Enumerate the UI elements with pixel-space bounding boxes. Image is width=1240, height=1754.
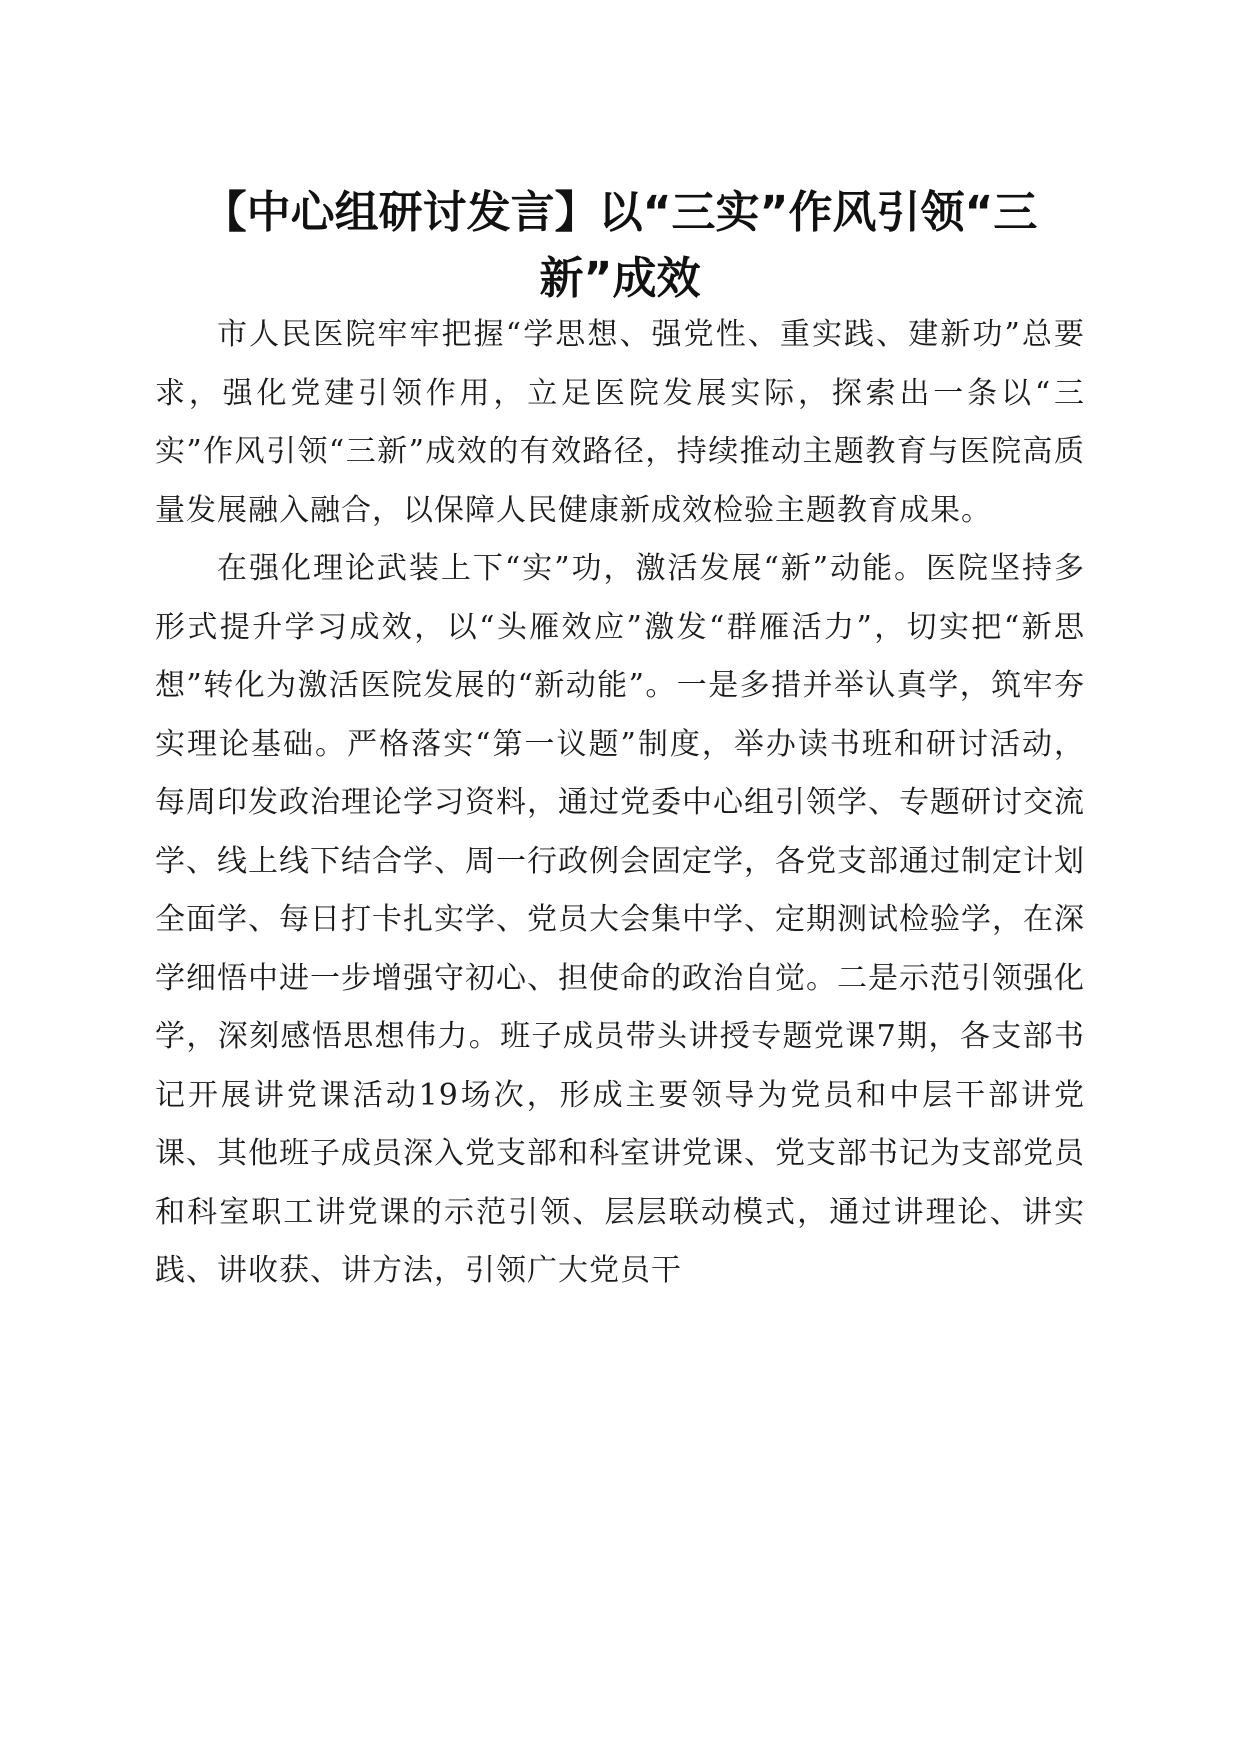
document-body xyxy=(155,306,1085,1301)
paragraph-theory: 在强化理论武装上下“实”功，激活发展“新”动能。医院坚持多形式提升学习成效，以“头雁效应”激发“群雁活力”，切实把“新思想”转化为激活医院发展的“新动能”。一是多措并举认真学，筑牢夯实理论基础。严格落实“第一议题”制度，举办读书班和研讨活动，每周印发政治理论学习资料，通过党委中心组引领学、专题研讨交流学、线上线下结合学、周一行政例会固定学，各党支部通过制定计划全面学、每日打卡扎实学、党员大会集中学、定期测试检验学，在深学细悟中进一步增强守初心、担使命的政治自觉。二是示范引领强化学，深刻感悟思想伟力。班子成员带头讲授专题党课7期，各支部书记开展讲党课活动19场次，形成主要领导为党员和中层干部讲党课、其他班子成员深入党支部和科室讲党课、党支部书记为支部党员和科室职工讲党课的示范引领、层层联动模式，通过讲理论、讲实践、讲收获、讲方法，引领广大党员干 xyxy=(155,551,1085,1288)
document-title: 【中心组研讨发言】以“三实”作风引领“三新”成效 xyxy=(202,187,1038,304)
paragraph-intro: 市人民医院牢牢把握“学思想、强党性、重实践、建新功”总要求，强化党建引领作用，立足医院发展实际，探索出一条以“三实”作风引领“三新”成效的有效路径，持续推动主题教育与医院高质量发展融入融合，以保障人民健康新成效检验主题教育成果。 xyxy=(155,317,1085,528)
